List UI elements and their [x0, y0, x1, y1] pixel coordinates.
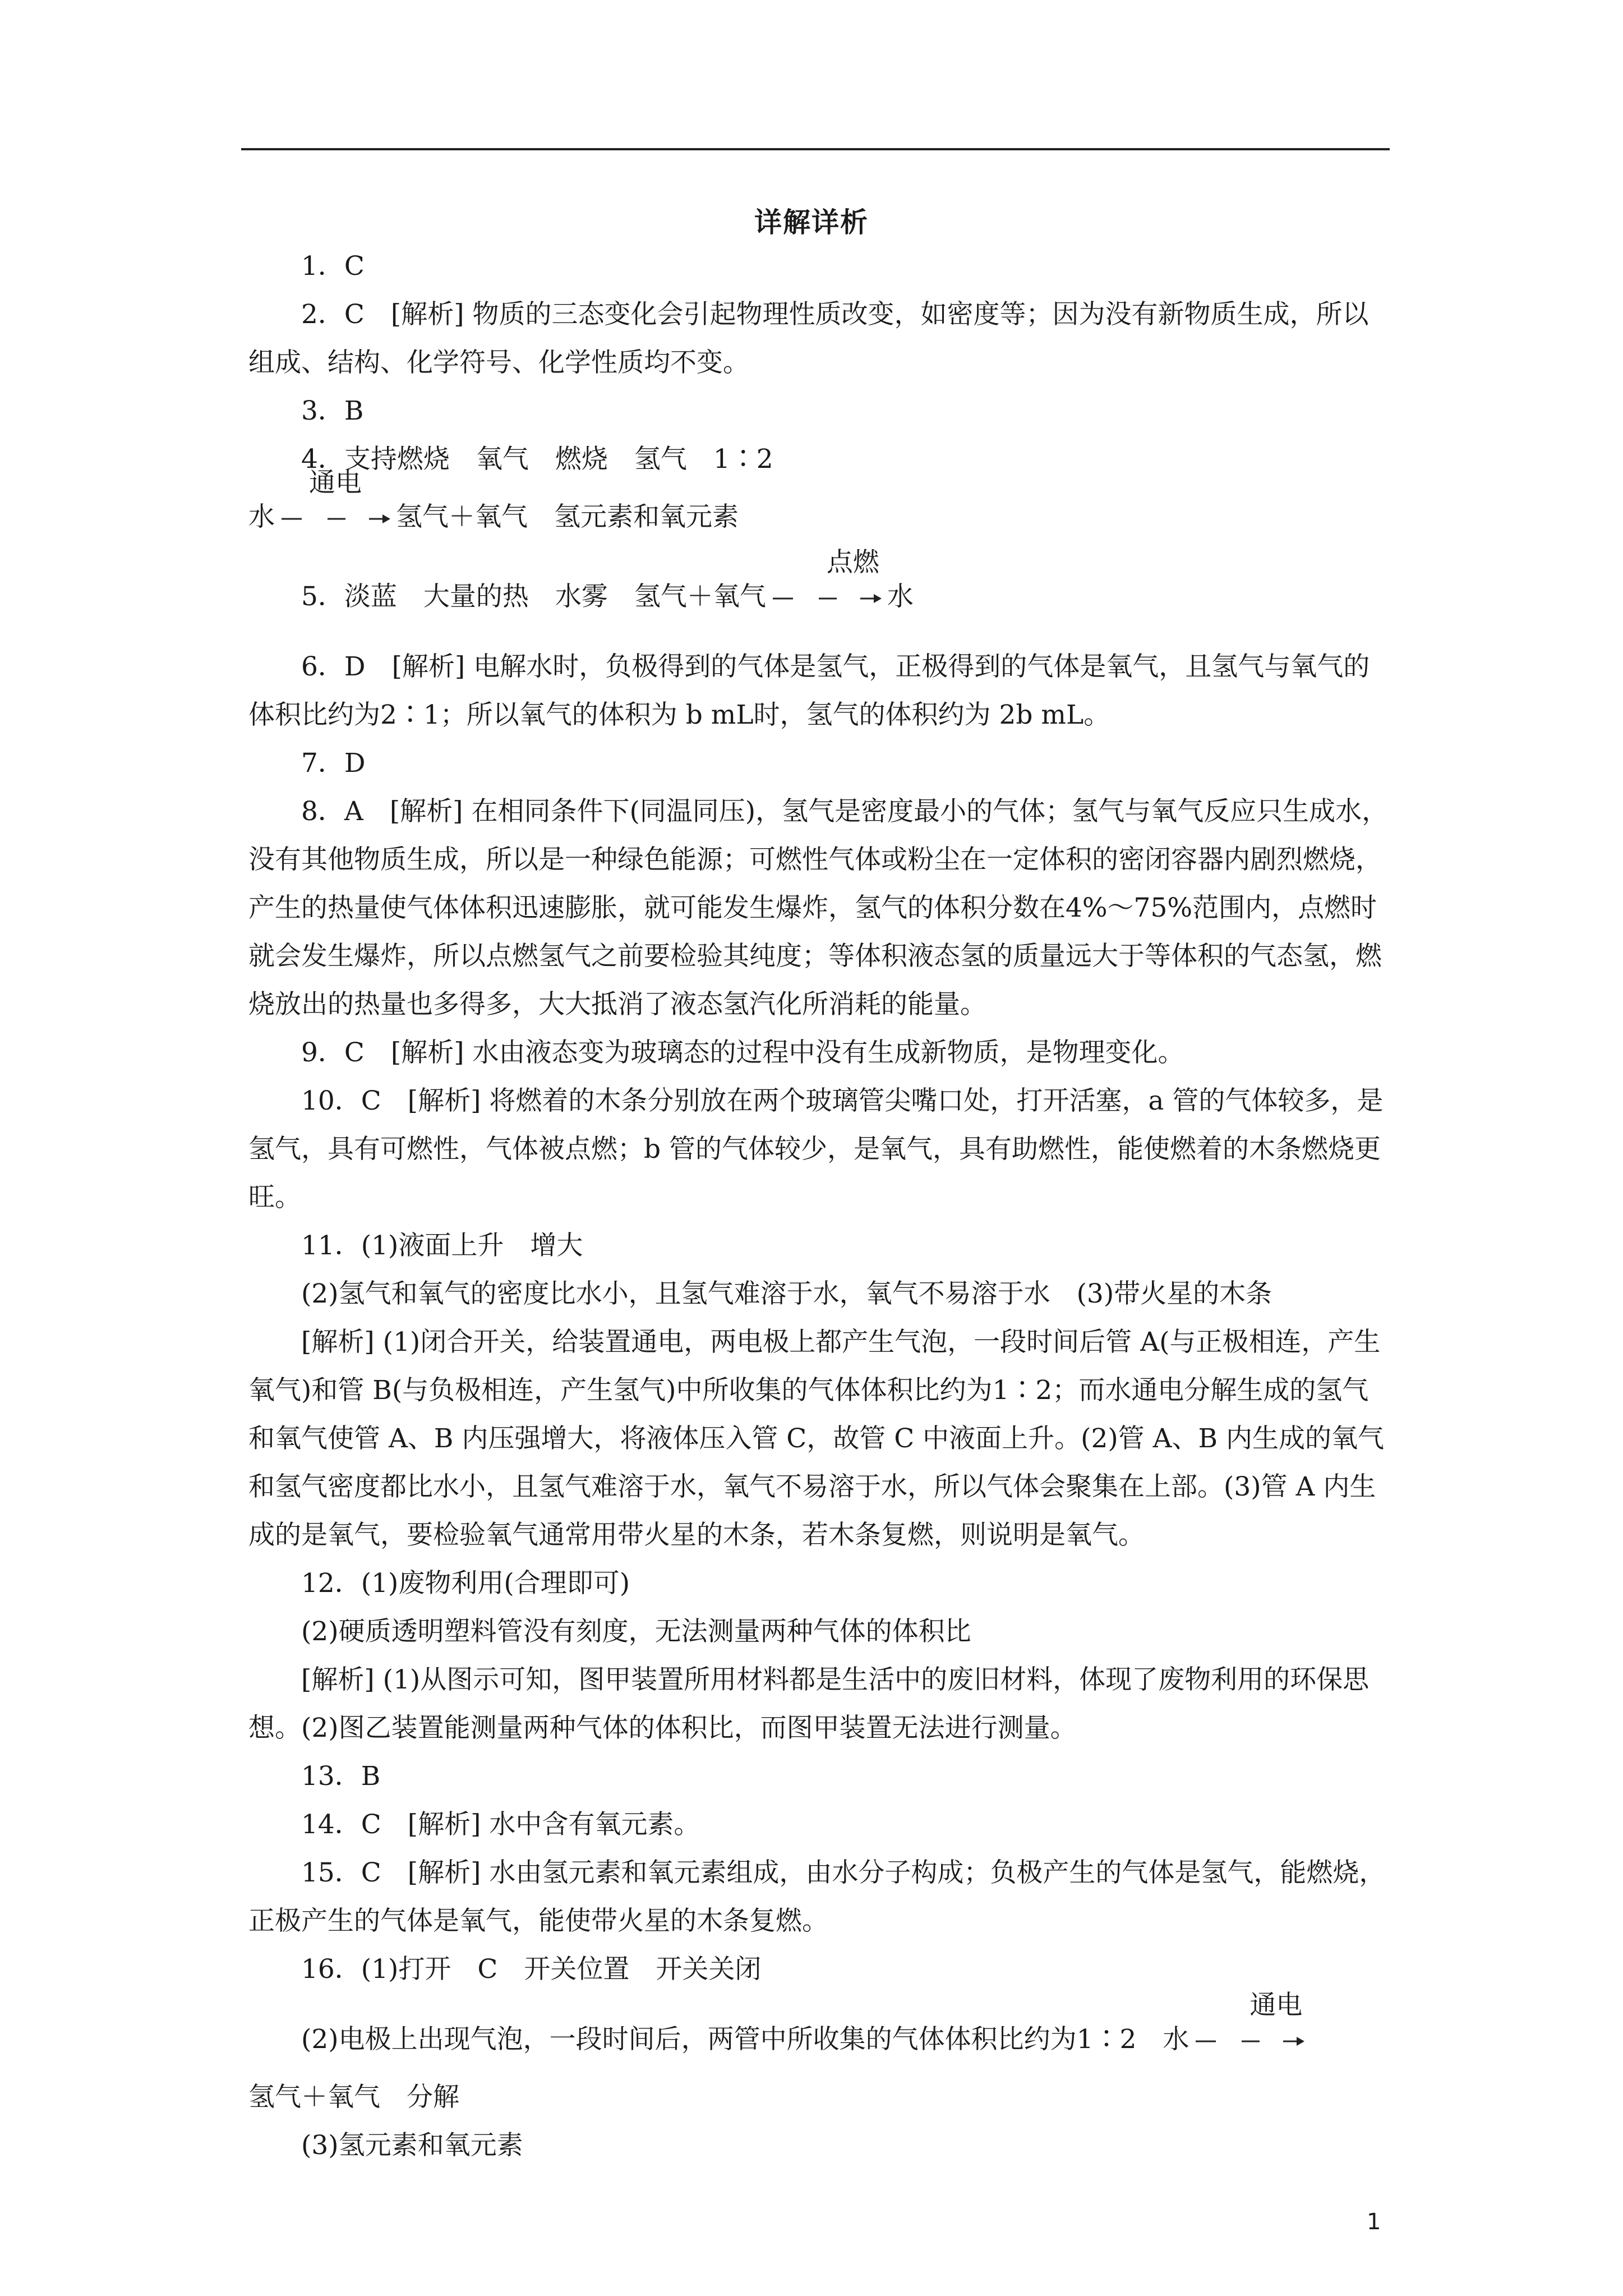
answer-16-part2-continued: 氢气＋氧气 分解 — [248, 2082, 459, 2113]
answer-6: 6．D [解析] 电解水时，负极得到的气体是氢气，正极得到的气体是氧气，且氢气与氧气的体积比约为2∶1；所以氧气的体积为 b mL时，氢气的体积约为 2b mL。 — [248, 651, 1370, 730]
answer-5-right: 水 — [887, 581, 914, 612]
answer-9: 9．C [解析] 水由液态变为玻璃态的过程中没有生成新物质，是物理变化。 — [301, 1037, 1184, 1068]
answer-7: 7．D — [301, 748, 366, 779]
reaction-condition: 通电 — [309, 467, 362, 498]
equation-electrolysis — [248, 467, 1393, 551]
arrow-icon — [279, 512, 391, 526]
arrow-icon — [771, 592, 883, 605]
answer-10: 10．C [解析] 将燃着的木条分别放在两个玻璃管尖嘴口处，打开活塞，a 管的气体较多，是氢气，具有可燃性，气体被点燃；b 管的气体较少，是氧气，具有助燃性，能使燃着的木条燃烧更旺。 — [248, 1085, 1384, 1213]
answer-3: 3．B — [301, 395, 364, 426]
answer-11-explanation: [解析] (1)闭合开关，给装置通电，两电极上都产生气泡，一段时间后管 A(与正极相连，产生氧气)和管 B(与负极相连，产生氢气)中所收集的气体体积比约为1∶2；而水通电分解生成的氢气和氧气使管 A、B 内压强增大，将液体压入管 C，故管 C 中液面上升。(2)管 A、B 内生成的氧气和氢气密度都比水小，且氢气难溶于水，氧气不易溶于水，所以气体会聚集在上部。(3)管 A 内生成的是氧气，要检验氧气通常用带火星的木条，若木条复燃，则说明是氧气。 — [248, 1327, 1385, 1550]
answer-1: 1．C — [301, 251, 365, 282]
answer-11-part2: (2)氢气和氧气的密度比水小，且氢气难溶于水，氧气不易溶于水 (3)带火星的木条 — [301, 1278, 1272, 1309]
answer-8: 8．A [解析] 在相同条件下(同温同压)，氢气是密度最小的气体；氢气与氧气反应只生成水，没有其他物质生成，所以是一种绿色能源；可燃性气体或粉尘在一定体积的密闭容器内剧烈燃烧，产生的热量使气体体积迅速膨胀，就可能发生爆炸，氢气的体积分数在4%～75%范围内，点燃时就会发生爆炸，所以点燃氢气之前要检验其纯度；等体积液态氢的质量远大于等体积的气态氢，燃烧放出的热量也多得多，大大抵消了液态氢汽化所消耗的能量。 — [248, 796, 1389, 1020]
answer-12-explanation: [解析] (1)从图示可知，图甲装置所用材料都是生活中的废旧材料，体现了废物利用的环保思想。(2)图乙装置能测量两种气体的体积比，而图甲装置无法进行测量。 — [248, 1664, 1370, 1743]
answer-16-part2-left: (2)电极上出现气泡，一段时间后，两管中所收集的气体体积比约为1∶2 水 — [301, 2024, 1189, 2055]
reaction-arrow — [279, 467, 391, 530]
answer-15: 15．C [解析] 水由氢元素和氧元素组成，由水分子构成；负极产生的气体是氢气，能燃烧，正极产生的气体是氧气，能使带火星的木条复燃。 — [248, 1857, 1386, 1936]
answer-2: 2．C [解析] 物质的三态变化会引起物理性质改变，如密度等；因为没有新物质生成，所以组成、结构、化学符号、化学性质均不变。 — [248, 299, 1369, 378]
answer-4: 4．支持燃烧 氧气 燃烧 氢气 1∶2 — [301, 444, 773, 475]
equation-right: 氢气＋氧气 氢元素和氧元素 — [396, 501, 739, 532]
answer-5-left: 5．淡蓝 大量的热 水雾 氢气＋氧气 — [301, 581, 766, 612]
answer-12-part2: (2)硬质透明塑料管没有刻度，无法测量两种气体的体积比 — [301, 1616, 971, 1647]
reaction-arrow — [1193, 1990, 1306, 2053]
reaction-condition: 通电 — [1249, 1990, 1303, 2021]
answer-12-part1: 12．(1)废物利用(合理即可) — [301, 1568, 630, 1599]
page-number: 1 — [1367, 2209, 1381, 2235]
header-rule — [241, 148, 1390, 150]
reaction-condition: 点燃 — [826, 547, 879, 578]
page-title: 详解详析 — [754, 206, 869, 238]
answer-16-part2 — [248, 1990, 1393, 2073]
reaction-arrow — [771, 547, 883, 610]
equation-left: 水 — [248, 501, 275, 532]
answer-body — [248, 242, 1393, 2170]
answer-5 — [248, 547, 1393, 631]
answer-14: 14．C [解析] 水中含有氧元素。 — [301, 1809, 700, 1840]
answer-13: 13．B — [301, 1761, 381, 1792]
answer-11-part1: 11．(1)液面上升 增大 — [301, 1230, 583, 1261]
arrow-icon — [1193, 2035, 1306, 2048]
answer-16-part3: (3)氢元素和氧元素 — [301, 2130, 523, 2161]
answer-16-part1: 16．(1)打开 C 开关位置 开关关闭 — [301, 1954, 762, 1985]
